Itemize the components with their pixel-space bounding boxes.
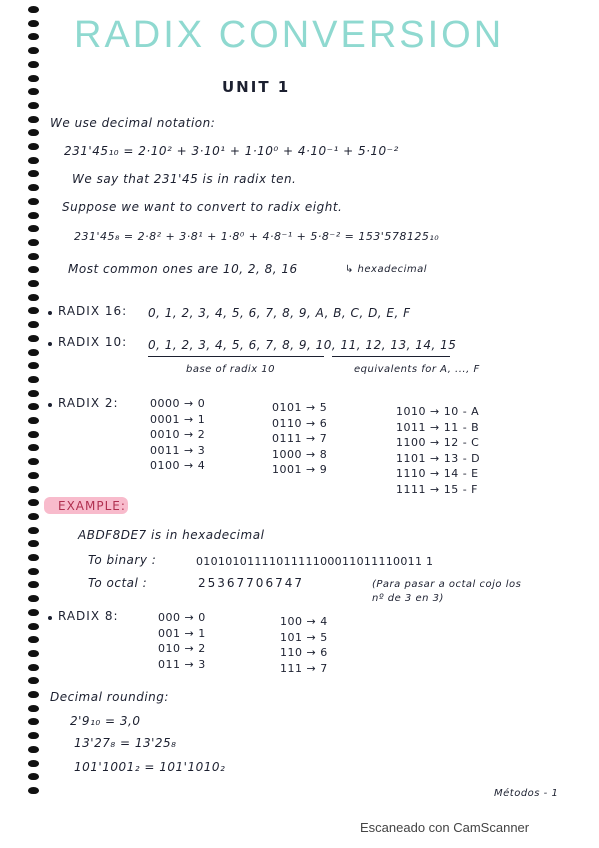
radix2-entry: 0110 → 6	[272, 416, 328, 430]
spiral-ring	[28, 540, 39, 547]
spiral-ring	[28, 362, 39, 369]
spiral-ring	[28, 349, 39, 356]
radix2-column-3	[396, 404, 480, 497]
to-binary-label: To binary :	[88, 553, 157, 567]
spiral-ring	[28, 636, 39, 643]
to-octal-label: To octal :	[88, 576, 148, 590]
spiral-ring	[28, 623, 39, 630]
spiral-ring	[28, 705, 39, 712]
example-label: EXAMPLE:	[58, 499, 126, 513]
intro-line-1: We use decimal notation:	[50, 116, 216, 130]
rounding-line-2: 13'27₈ = 13'25₈	[74, 736, 177, 750]
spiral-ring	[28, 718, 39, 725]
spiral-ring	[28, 527, 39, 534]
radix10-note-right: equivalents for A, ..., F	[354, 364, 480, 375]
spiral-ring	[28, 417, 39, 424]
radix2-entry: 1010 → 10 - A	[396, 405, 480, 418]
radix10-note-left: base of radix 10	[186, 364, 276, 375]
spiral-ring	[28, 239, 39, 246]
spiral-ring	[28, 760, 39, 767]
spiral-ring	[28, 321, 39, 328]
radix2-column-2	[272, 400, 327, 478]
radix8-entry: 111 → 7	[280, 661, 328, 675]
radix2-entry: 0111 → 7	[272, 432, 328, 445]
intro-line-4: Suppose we want to convert to radix eight.	[62, 200, 343, 214]
intro-line-3: We say that 231'45 is in radix ten.	[72, 172, 297, 186]
scanner-watermark: Escaneado con CamScanner	[360, 820, 530, 835]
spiral-ring	[28, 88, 39, 95]
radix8-label: RADIX 8:	[58, 609, 119, 623]
spiral-ring	[28, 33, 39, 40]
radix2-label: RADIX 2:	[58, 396, 119, 410]
bullet-dot	[48, 342, 52, 346]
rounding-label: Decimal rounding:	[50, 690, 169, 704]
spiral-ring	[28, 170, 39, 177]
bullet-dot	[48, 311, 52, 315]
spiral-ring	[28, 294, 39, 301]
spiral-ring	[28, 198, 39, 205]
spiral-ring	[28, 650, 39, 657]
radix2-entry: 0000 → 0	[150, 397, 206, 410]
spiral-ring	[28, 431, 39, 438]
radix8-entry: 100 → 4	[280, 615, 328, 628]
underline-equivalents	[332, 356, 450, 357]
radix10-label: RADIX 10:	[58, 335, 128, 349]
radix8-entry: 010 → 2	[158, 642, 206, 655]
spiral-ring	[28, 472, 39, 479]
radix8-entry: 000 → 0	[158, 611, 206, 624]
to-binary-value: 0101010111101111100011011110011 1	[196, 555, 434, 568]
spiral-ring	[28, 335, 39, 342]
radix2-entry: 1001 → 9	[272, 463, 328, 476]
spiral-ring	[28, 513, 39, 520]
spiral-ring	[28, 677, 39, 684]
example-line-1: ABDF8DE7 is in hexadecimal	[78, 528, 265, 542]
page-title: RADIX CONVERSION	[74, 14, 505, 56]
radix8-entry: 101 → 5	[280, 630, 328, 644]
bullet-dot	[48, 616, 52, 620]
radix2-entry: 0010 → 2	[150, 428, 206, 441]
radix2-entry: 0001 → 1	[150, 412, 206, 426]
radix2-entry: 1011 → 11 - B	[396, 420, 480, 434]
spiral-ring	[28, 212, 39, 219]
spiral-ring	[28, 458, 39, 465]
spiral-ring	[28, 280, 39, 287]
spiral-ring	[28, 403, 39, 410]
rounding-line-1: 2'9₁₀ = 3,0	[70, 714, 141, 728]
spiral-ring	[28, 253, 39, 260]
spiral-ring	[28, 20, 39, 27]
spiral-ring	[28, 746, 39, 753]
spiral-ring	[28, 129, 39, 136]
spiral-binding	[28, 6, 42, 798]
intro-line-6: Most common ones are 10, 2, 8, 16	[68, 262, 298, 276]
bullet-dot	[48, 403, 52, 407]
unit-heading: UNIT 1	[222, 78, 291, 96]
spiral-ring	[28, 568, 39, 575]
corner-note: Métodos - 1	[494, 788, 559, 799]
spiral-ring	[28, 581, 39, 588]
radix2-entry: 1101 → 13 - D	[396, 451, 481, 465]
rounding-line-3: 101'1001₂ = 101'1010₂	[74, 760, 226, 774]
spiral-ring	[28, 773, 39, 780]
spiral-ring	[28, 732, 39, 739]
spiral-ring	[28, 595, 39, 602]
radix10-digits: 0, 1, 2, 3, 4, 5, 6, 7, 8, 9, 10, 11, 12, 13, 14, 15	[148, 338, 457, 352]
spiral-ring	[28, 266, 39, 273]
spiral-ring	[28, 157, 39, 164]
radix2-entry: 0100 → 4	[150, 459, 206, 472]
hexadecimal-note: ↳ hexadecimal	[345, 264, 428, 275]
radix8-entry: 011 → 3	[158, 657, 206, 671]
spiral-ring	[28, 390, 39, 397]
spiral-ring	[28, 664, 39, 671]
spiral-ring	[28, 554, 39, 561]
radix2-entry: 0101 → 5	[272, 401, 328, 414]
radix2-entry: 1111 → 15 - F	[396, 482, 478, 496]
intro-line-2: 231'45₁₀ = 2·10² + 3·10¹ + 1·10⁰ + 4·10⁻¹ + 5·10⁻²	[64, 144, 399, 158]
spiral-ring	[28, 691, 39, 698]
radix16-digits: 0, 1, 2, 3, 4, 5, 6, 7, 8, 9, A, B, C, D, E, F	[148, 306, 411, 320]
spiral-ring	[28, 61, 39, 68]
spiral-ring	[28, 444, 39, 451]
intro-line-5: 231'45₈ = 2·8² + 3·8¹ + 1·8⁰ + 4·8⁻¹ + 5·8⁻² = 153'578125₁₀	[74, 230, 440, 243]
spiral-ring	[28, 609, 39, 616]
radix2-entry: 0011 → 3	[150, 443, 206, 457]
octal-note: (Para pasar a octal cojo los nº de 3 en 3)	[372, 579, 522, 604]
spiral-ring	[28, 499, 39, 506]
radix2-column-1	[150, 396, 205, 474]
spiral-ring	[28, 486, 39, 493]
spiral-ring	[28, 143, 39, 150]
radix2-entry: 1000 → 8	[272, 447, 328, 461]
spiral-ring	[28, 184, 39, 191]
spiral-ring	[28, 47, 39, 54]
radix8-entry: 110 → 6	[280, 646, 328, 659]
spiral-ring	[28, 6, 39, 13]
spiral-ring	[28, 116, 39, 123]
to-octal-value: 25367706747	[198, 576, 304, 590]
radix16-label: RADIX 16:	[58, 304, 128, 318]
spiral-ring	[28, 75, 39, 82]
spiral-ring	[28, 787, 39, 794]
radix8-entry: 001 → 1	[158, 626, 206, 640]
radix8-column-2	[280, 614, 328, 676]
radix8-column-1	[158, 610, 206, 672]
spiral-ring	[28, 307, 39, 314]
underline-digits	[148, 356, 324, 357]
spiral-ring	[28, 225, 39, 232]
spiral-ring	[28, 102, 39, 109]
radix2-entry: 1110 → 14 - E	[396, 467, 479, 480]
radix2-entry: 1100 → 12 - C	[396, 436, 480, 449]
spiral-ring	[28, 376, 39, 383]
